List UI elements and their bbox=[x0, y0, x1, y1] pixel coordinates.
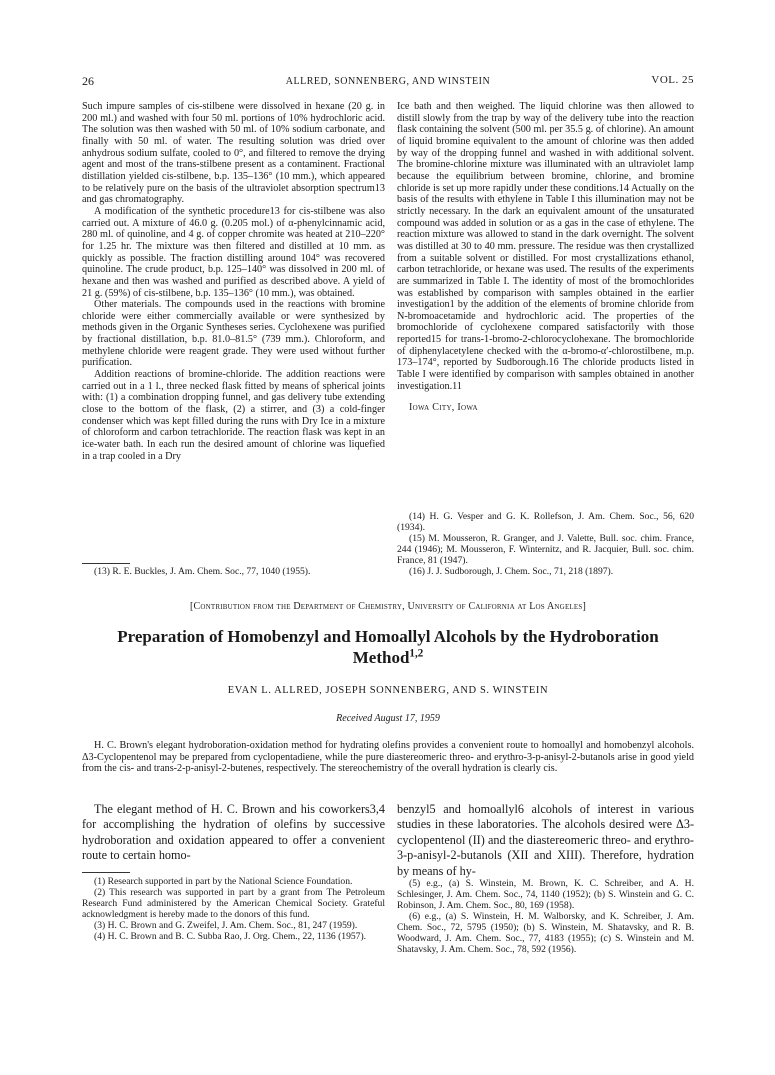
received-date: Received August 17, 1959 bbox=[336, 713, 440, 724]
title-text: Preparation of Homobenzyl and Homoallyl Alcohols by the Hydroboration Method bbox=[117, 627, 659, 667]
paragraph: Other materials. The compounds used in the reactions with bromine chloride were either commercially available or were synthesized by methods given in the Organic Syntheses series. Cyclohexene was purified by fractional distillation, b.p. 81.0–81.5° (739 mm.). Chloroform, and methylene chloride were reagent grade. They were used without further purification. bbox=[82, 299, 385, 369]
top-right-column bbox=[397, 101, 694, 422]
footnote: (15) M. Mousseron, R. Granger, and J. Valette, Bull. soc. chim. France, 244 (1946); M. Mousseron, F. Winternitz, and R. Jacquier, Bull. soc. chim. France, 81 (1947). bbox=[397, 533, 694, 566]
footnote: (4) H. C. Brown and B. C. Subba Rao, J. Org. Chem., 22, 1136 (1957). bbox=[94, 931, 367, 942]
footnote-divider bbox=[82, 872, 130, 873]
paragraph: Ice bath and then weighed. The liquid chlorine was then allowed to distill slowly from the trap by way of the delivery tube into the reaction flask containing the solvent (500 ml. per 35.5 g. of chlorine). An amount of liquid bromine equivalent to the amount of chlorine was then added by way of the dropping funnel and washed in with additional solvent. The bromine-chlorine mixture was illuminated with an ultraviolet lamp because the equilibrium between bromine, chlorine, and bromine chloride is set up more rapidly under these conditions.14 Actually on the basis of the results with ethylene in Table I this illumination may not be strictly necessary. In the dark an equivalent amount of the unsaturated compound was added in solution or as a gas in the case of ethylene. The reaction mixture was allowed to stand in the dark overnight. The solvent was distilled at 30 to 40 mm. pressure. The residue was then crystallized from a suitable solvent or distilled. For most crystallizations ethanol, carbon tetrachloride, or hexane was used. The results of the experiments are summarized in Table I. The identity of most of the bromochlorides was established by comparison with samples obtained in the earlier investigation1 by the addition of the elements of bromine chloride from N-bromoacetamide and hydrochloric acid. The properties of the bromochloride of cyclohexene compared satisfactorily with those reported15 for trans-1-bromo-2-chlorocyclohexane. The bromochloride of diphenylacetylene checked with the α-bromo-α′-chlorostilbene, m.p. 173–174°, reported by Sudborough.16 The chloride products listed in Table I were identified by comparison with samples obtained in another investigation.11 bbox=[397, 101, 694, 392]
abstract: H. C. Brown's elegant hydroboration-oxidation method for hydrating olefins provides a convenient route to homoallyl and homobenzyl alcohols. Δ3-Cyclopentenol may be prepared from cyclopentadiene, while the pure diastereomeric threo- and erythro-3-p-anisyl-2-butanols arise in good yield from the cis- and trans-2-p-anisyl-2-butenes, respectively. The stereochemistry of the overall hydration is clearly cis. bbox=[82, 740, 694, 775]
footnote: (6) e.g., (a) S. Winstein, H. M. Walborsky, and K. Schreiber, J. Am. Chem. Soc., 72, 5795 (1950); (b) S. Winstein, M. Shatavsky, and R. B. Woodward, J. Am. Chem. Soc., 77, 4183 (1955); (c) S. Winstein and M. Shatavsky, J. Am. Chem. Soc., 78, 592 (1956). bbox=[397, 911, 694, 955]
location-line: Iowa City, Iowa bbox=[409, 402, 478, 414]
volume-label: VOL. 25 bbox=[651, 74, 694, 86]
paragraph: A modification of the synthetic procedure13 for cis-stilbene was also carried out. A mixture of 46.0 g. (0.205 mol.) of α-phenylcinnamic acid, 280 ml. of quinoline, and 4 g. of copper chromite was heated at 210–220° for 1.25 hr. The mixture was then filtered and distilled at 10 mm. as quickly as possible. The fraction distilling around 104° was recovered quinoline. The crude product, b.p. 125–140° was dissolved in 200 ml. of hexane and then was washed and purified as described above. A yield of 21 g. (59%) of cis-stilbene, b.p. 135–136° (10 mm.), was obtained. bbox=[82, 205, 385, 299]
body-right-column bbox=[397, 802, 694, 879]
footnote: (1) Research supported in part by the National Science Foundation. bbox=[94, 876, 353, 887]
footnote: (14) H. G. Vesper and G. K. Rollefson, J. Am. Chem. Soc., 56, 620 (1934). bbox=[397, 511, 694, 533]
top-left-column bbox=[82, 101, 385, 462]
footnote: (3) H. C. Brown and G. Zweifel, J. Am. Chem. Soc., 81, 247 (1959). bbox=[94, 920, 358, 931]
body-left-column bbox=[82, 802, 385, 864]
page-header bbox=[82, 74, 694, 90]
authors: EVAN L. ALLRED, JOSEPH SONNENBERG, AND S. WINSTEIN bbox=[227, 685, 549, 696]
footnote: (5) e.g., (a) S. Winstein, M. Brown, K. C. Schreiber, and A. H. Schlesinger, J. Am. Chem. Soc., 74, 1140 (1952); (b) S. Winstein and G. C. Robinson, J. Am. Chem. Soc., 80, 169 (1958). bbox=[397, 878, 694, 911]
contribution-line: [Contribution from the Department of Chemistry, University of California at Los Angeles] bbox=[190, 601, 586, 612]
footnote: (16) J. J. Sudborough, J. Chem. Soc., 71, 218 (1897). bbox=[409, 566, 614, 577]
running-title: ALLRED, SONNENBERG, AND WINSTEIN bbox=[285, 76, 491, 87]
footnote: (13) R. E. Buckles, J. Am. Chem. Soc., 77, 1040 (1955). bbox=[94, 566, 311, 577]
page-number: 26 bbox=[82, 74, 94, 88]
paragraph: Such impure samples of cis-stilbene were dissolved in hexane (20 g. in 200 ml.) and washed with four 50 ml. portions of 10% hydrochloric acid. The solution was then washed with 50 ml. of 10% sodium carbonate, and finally with 50 ml. of water. The resulting solution was dried over anhydrous sodium sulfate, cooled to 0°, and filtered to remove the drying agent and most of the trans-stilbene present as a contaminent. Fractional distillation yielded cis-stilbene, b.p. 135–136° (10 mm.), which appeared to be relatively pure on the basis of the ultraviolet absorption spectrum13 and gas chromatography. bbox=[82, 101, 385, 206]
paragraph: The elegant method of H. C. Brown and his coworkers3,4 for accomplishing the hydration of olefins by successive hydroboration and oxidation appeared to offer a convenient route to certain homo- bbox=[82, 802, 385, 863]
footnotes-bottom-left bbox=[82, 876, 385, 942]
paragraph: Addition reactions of bromine-chloride. The addition reactions were carried out in a 1 l., three necked flask fitted by means of spherical joints with: (1) a combination dropping funnel, and gas delivery tube extending close to the bottom of the flask, (2) a stirrer, and (3) a cold-finger condenser which was kept filled during the runs with Dry Ice in a mixture of chloroform and carbon tetrachloride. The reaction flask was kept in an ice-water bath. In each run the desired amount of chlorine was liquefied in a trap cooled in a Dry bbox=[82, 369, 385, 462]
title-superscript: 1,2 bbox=[409, 647, 424, 660]
footnote: (2) This research was supported in part by a grant from The Petroleum Research Fund administered by the American Chemical Society. Grateful acknowledgment is hereby made to the donors of this fund. bbox=[82, 887, 385, 920]
article-title bbox=[82, 626, 694, 668]
footnote-divider bbox=[82, 563, 130, 564]
footnotes-top-left bbox=[82, 566, 385, 577]
footnotes-top-right bbox=[397, 511, 694, 577]
paragraph: benzyl5 and homoallyl6 alcohols of interest in various studies in these laboratories. The alcohols desired were Δ3-cyclopentenol (II) and the diastereomeric threo- and erythro-3-p-anisyl-2-butanols (XII and XIII). Therefore, hydration by means of hy- bbox=[397, 802, 694, 878]
footnotes-bottom-right bbox=[397, 878, 694, 955]
